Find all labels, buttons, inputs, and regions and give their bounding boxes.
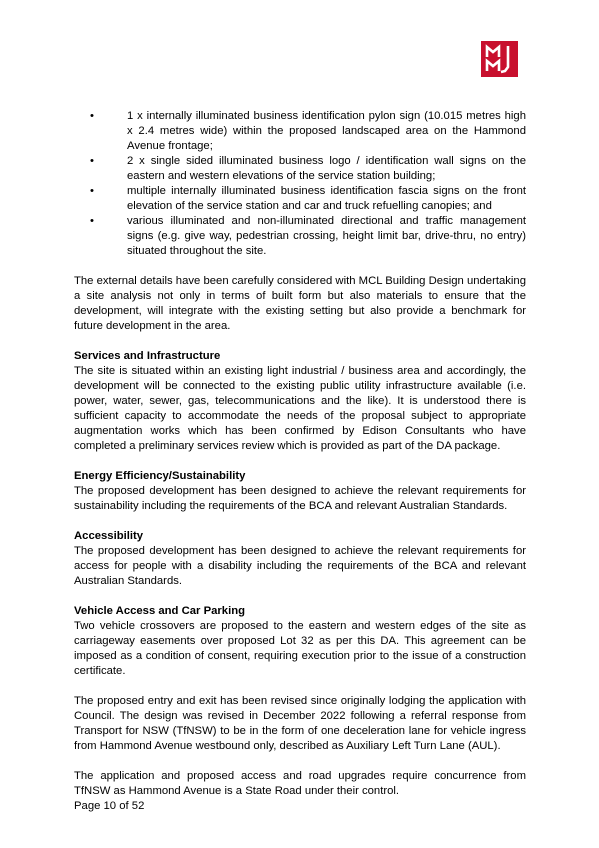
services-paragraph: The site is situated within an existing light industrial / business area and accordingly, the development will be connected to the existing public utility infrastructure available (i.e. power, water, sewer, gas, telecommunications and the like). It is understood there is sufficient capacity to accommodate the needs of the proposal subject to appropriate augmentation works which has been confirmed by Edison Consultants who have completed a preliminary services review which is provided as part of the DA package.: [74, 365, 526, 452]
document-body: [74, 109, 526, 799]
page-number: Page 10 of 52: [74, 800, 145, 812]
bullet-icon: •: [90, 185, 94, 197]
company-logo: [481, 41, 518, 77]
services-heading: Services and Infrastructure: [74, 350, 221, 362]
energy-heading: Energy Efficiency/Sustainability: [74, 470, 246, 482]
vehicle-paragraph-3: The application and proposed access and road upgrades require concurrence from TfNSW as Hammond Avenue is a State Road under their control.: [74, 770, 526, 797]
vehicle-paragraph-1: Two vehicle crossovers are proposed to the eastern and western edges of the site as carriageway easements over proposed Lot 32 as per this DA. This agreement can be imposed as a condition of consent, requiring execution prior to the issue of a construction certificate.: [74, 620, 526, 677]
energy-paragraph: The proposed development has been designed to achieve the relevant requirements for sustainability including the requirements of the BCA and relevant Australian Standards.: [74, 485, 526, 512]
signage-list: [74, 109, 526, 259]
accessibility-heading: Accessibility: [74, 530, 144, 542]
bullet-icon: •: [90, 110, 94, 122]
accessibility-paragraph: The proposed development has been designed to achieve the relevant requirements for access for people with a disability including the requirements of the BCA and relevant Australian Standards.: [74, 545, 526, 587]
vehicle-paragraph-2: The proposed entry and exit has been revised since originally lodging the application with Council. The design was revised in December 2022 following a referral response from Transport for NSW (TfNSW) to be in the form of one deceleration lane for vehicle ingress from Hammond Avenue westbound only, described as Auxiliary Left Turn Lane (AUL).: [74, 695, 526, 752]
list-item: • 1 x internally illuminated business identification pylon sign (10.015 metres high x 2.4 metres wide) within the proposed landscaped area on the Hammond Avenue frontage;: [90, 110, 526, 152]
bullet-icon: •: [90, 155, 94, 167]
list-item: • various illuminated and non-illuminated directional and traffic management signs (e.g. give way, pedestrian crossing, height limit bar, drive-thru, no entry) situated throughout the site.: [90, 215, 526, 257]
list-item: • multiple internally illuminated business identification fascia signs on the front elevation of the service station and car and truck refuelling canopies; and: [90, 185, 526, 212]
external-details-paragraph: The external details have been carefully considered with MCL Building Design undertaking a site analysis not only in terms of built form but also materials to ensure that the development, will integrate with the existing setting but also provide a benchmark for future development in the area.: [74, 275, 526, 332]
list-item: • 2 x single sided illuminated business logo / identification wall signs on the eastern and western elevations of the service station building;: [90, 155, 526, 182]
bullet-icon: •: [90, 215, 94, 227]
vehicle-heading: Vehicle Access and Car Parking: [74, 605, 246, 617]
